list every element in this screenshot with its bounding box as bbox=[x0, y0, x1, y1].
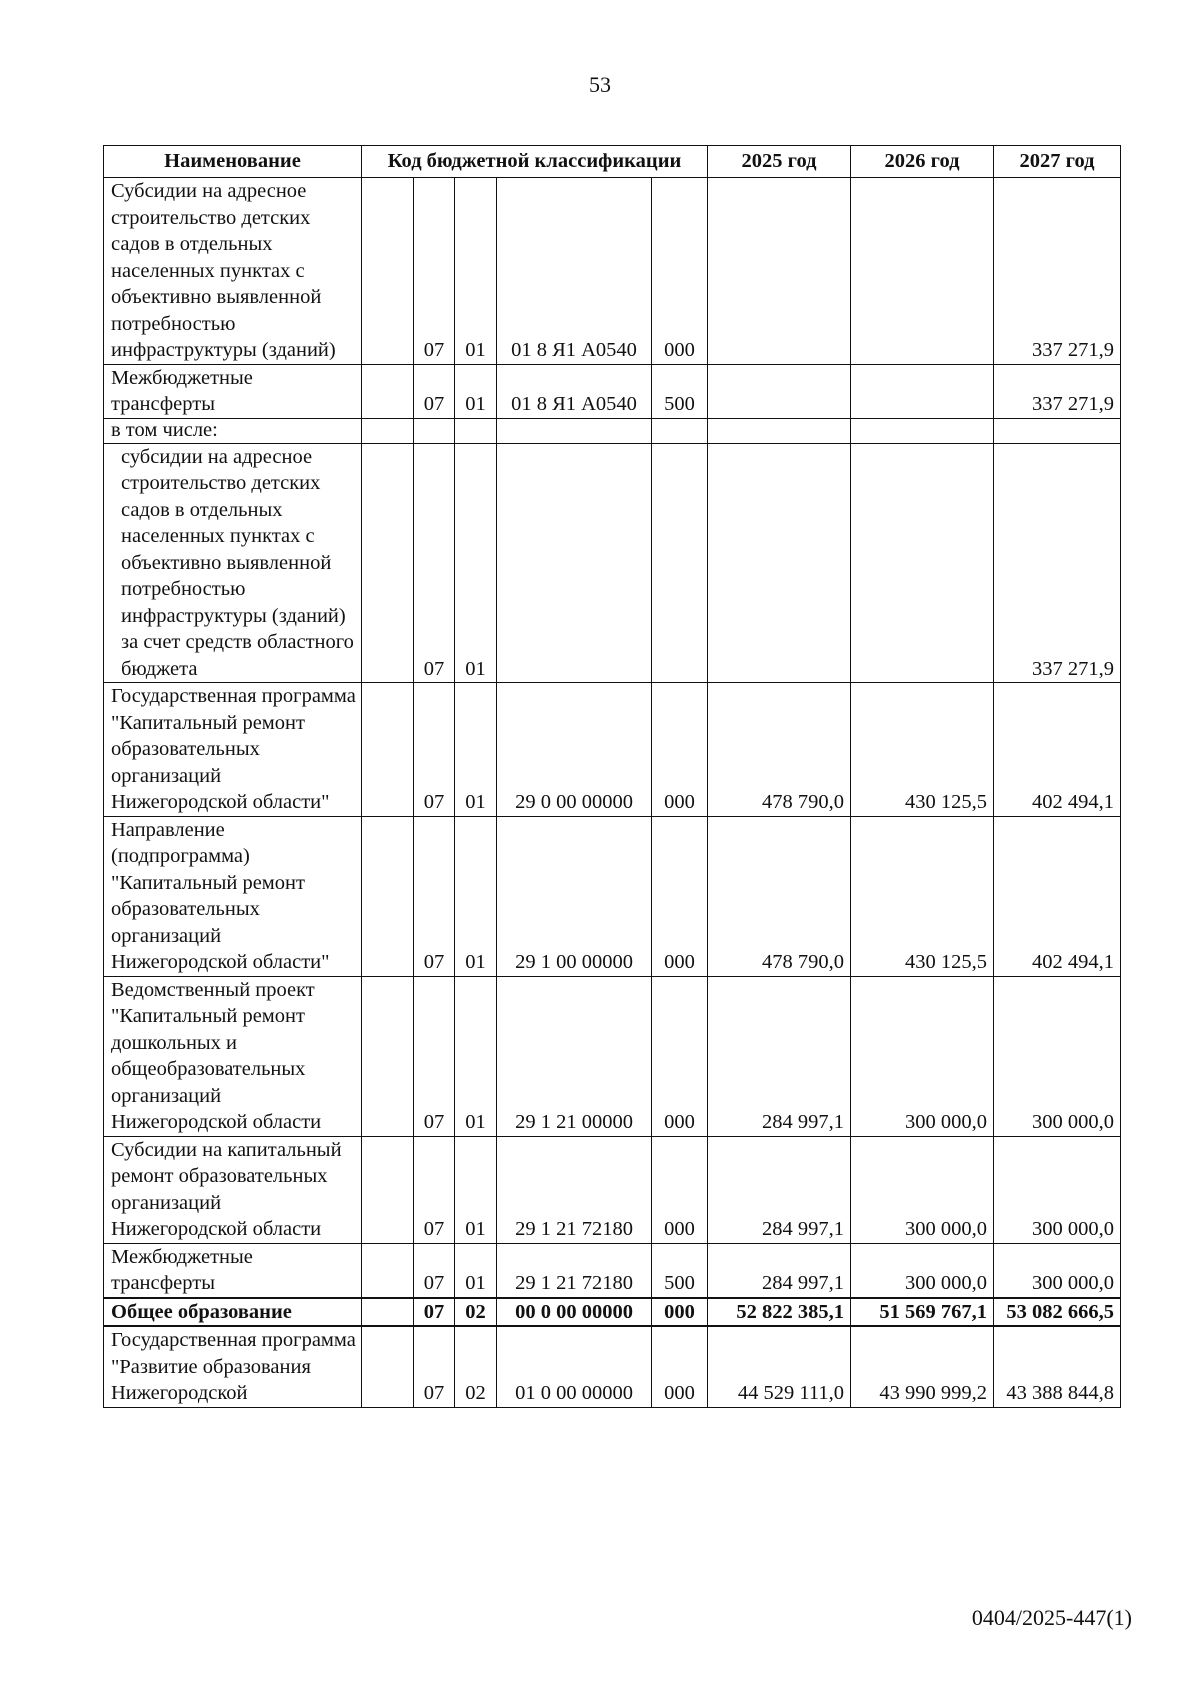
row-code-target: 29 1 21 72180 bbox=[497, 1136, 652, 1243]
row-2027: 402 494,1 bbox=[994, 816, 1121, 976]
row-code-section: 07 bbox=[414, 1326, 455, 1407]
row-2026: 430 125,5 bbox=[851, 816, 994, 976]
row-code-type: 000 bbox=[652, 1136, 708, 1243]
row-code-subsection bbox=[455, 418, 497, 443]
row-code-type: 000 bbox=[652, 1298, 708, 1327]
row-name: в том числе: bbox=[104, 418, 362, 443]
row-2027: 43 388 844,8 bbox=[994, 1326, 1121, 1407]
row-code-subsection: 01 bbox=[455, 178, 497, 365]
table-row bbox=[104, 1243, 1121, 1298]
document-code: 0404/2025-447(1) bbox=[971, 1605, 1132, 1630]
row-code-1 bbox=[362, 976, 414, 1136]
row-code-type bbox=[652, 418, 708, 443]
row-code-target bbox=[497, 418, 652, 443]
row-2027: 402 494,1 bbox=[994, 683, 1121, 817]
row-2027 bbox=[994, 418, 1121, 443]
row-2026: 300 000,0 bbox=[851, 1136, 994, 1243]
row-code-type: 000 bbox=[652, 816, 708, 976]
row-code-type: 000 bbox=[652, 683, 708, 817]
row-code-section: 07 bbox=[414, 976, 455, 1136]
row-code-subsection: 01 bbox=[455, 976, 497, 1136]
row-name: Направление (подпрограмма) "Капитальный ремонт образовательных организаций Нижегородской области" bbox=[104, 816, 362, 976]
header-name: Наименование bbox=[104, 146, 362, 178]
row-2026 bbox=[851, 178, 994, 365]
row-code-section: 07 bbox=[414, 443, 455, 683]
row-code-subsection: 01 bbox=[455, 816, 497, 976]
row-2027: 53 082 666,5 bbox=[994, 1298, 1121, 1327]
row-code-subsection: 02 bbox=[455, 1326, 497, 1407]
row-2025: 284 997,1 bbox=[708, 1136, 851, 1243]
row-name: Государственная программа "Капитальный ремонт образовательных организаций Нижегородской области" bbox=[104, 683, 362, 817]
row-2025 bbox=[708, 418, 851, 443]
row-2026: 300 000,0 bbox=[851, 1243, 994, 1298]
budget-table bbox=[103, 145, 1121, 1408]
row-code-target: 00 0 00 00000 bbox=[497, 1298, 652, 1327]
row-code-1 bbox=[362, 443, 414, 683]
row-2025: 52 822 385,1 bbox=[708, 1298, 851, 1327]
row-code-subsection: 01 bbox=[455, 683, 497, 817]
row-code-section: 07 bbox=[414, 683, 455, 817]
row-2026 bbox=[851, 364, 994, 418]
row-code-target: 29 1 21 00000 bbox=[497, 976, 652, 1136]
row-name: Межбюджетные трансферты bbox=[104, 1243, 362, 1298]
row-code-1 bbox=[362, 178, 414, 365]
table-row bbox=[104, 364, 1121, 418]
header-2025: 2025 год bbox=[708, 146, 851, 178]
table-row bbox=[104, 178, 1121, 365]
row-code-section: 07 bbox=[414, 816, 455, 976]
table-row-section-total bbox=[104, 1298, 1121, 1327]
table-row bbox=[104, 443, 1121, 683]
row-code-section: 07 bbox=[414, 1298, 455, 1327]
row-name: Субсидии на адресное строительство детских садов в отдельных населенных пунктах с объективно выявленной потребностью инфраструктуры (зданий) bbox=[104, 178, 362, 365]
row-code-type: 000 bbox=[652, 178, 708, 365]
row-code-target bbox=[497, 443, 652, 683]
table-row bbox=[104, 816, 1121, 976]
row-2025: 284 997,1 bbox=[708, 1243, 851, 1298]
row-name: Межбюджетные трансферты bbox=[104, 364, 362, 418]
row-2027: 300 000,0 bbox=[994, 1243, 1121, 1298]
row-code-target: 29 0 00 00000 bbox=[497, 683, 652, 817]
row-2026 bbox=[851, 443, 994, 683]
header-code: Код бюджетной классификации bbox=[362, 146, 708, 178]
row-code-section: 07 bbox=[414, 1136, 455, 1243]
row-2027: 337 271,9 bbox=[994, 364, 1121, 418]
table-row bbox=[104, 1136, 1121, 1243]
row-name: Государственная программа "Развитие образования Нижегородской bbox=[104, 1326, 362, 1407]
row-code-type bbox=[652, 443, 708, 683]
row-code-1 bbox=[362, 364, 414, 418]
row-code-1 bbox=[362, 1243, 414, 1298]
row-code-1 bbox=[362, 1298, 414, 1327]
row-code-section: 07 bbox=[414, 1243, 455, 1298]
row-code-subsection: 01 bbox=[455, 1243, 497, 1298]
row-2027: 337 271,9 bbox=[994, 178, 1121, 365]
row-code-target: 29 1 00 00000 bbox=[497, 816, 652, 976]
page-number: 53 bbox=[589, 72, 611, 97]
row-2027: 300 000,0 bbox=[994, 1136, 1121, 1243]
row-name: субсидии на адресное строительство детских садов в отдельных населенных пунктах с объективно выявленной потребностью инфраструктуры (зданий) за счет средств областного бюджета bbox=[104, 443, 362, 683]
row-name: Ведомственный проект "Капитальный ремонт дошкольных и общеобразовательных организаций Нижегородской области bbox=[104, 976, 362, 1136]
row-code-subsection: 01 bbox=[455, 364, 497, 418]
row-code-1 bbox=[362, 683, 414, 817]
table-row bbox=[104, 976, 1121, 1136]
row-code-1 bbox=[362, 816, 414, 976]
row-2027: 337 271,9 bbox=[994, 443, 1121, 683]
row-2025: 478 790,0 bbox=[708, 816, 851, 976]
row-2026: 300 000,0 bbox=[851, 976, 994, 1136]
header-row bbox=[104, 146, 1121, 178]
row-code-target: 29 1 21 72180 bbox=[497, 1243, 652, 1298]
row-code-type: 000 bbox=[652, 1326, 708, 1407]
row-2026: 51 569 767,1 bbox=[851, 1298, 994, 1327]
row-2026 bbox=[851, 418, 994, 443]
row-code-subsection: 01 bbox=[455, 443, 497, 683]
row-code-section: 07 bbox=[414, 178, 455, 365]
row-2025: 478 790,0 bbox=[708, 683, 851, 817]
row-name: Общее образование bbox=[104, 1298, 362, 1327]
header-2026: 2026 год bbox=[851, 146, 994, 178]
row-2025: 44 529 111,0 bbox=[708, 1326, 851, 1407]
row-code-section: 07 bbox=[414, 364, 455, 418]
row-code-target: 01 8 Я1 А0540 bbox=[497, 178, 652, 365]
row-name: Субсидии на капитальный ремонт образовательных организаций Нижегородской области bbox=[104, 1136, 362, 1243]
row-code-type: 500 bbox=[652, 364, 708, 418]
row-code-target: 01 0 00 00000 bbox=[497, 1326, 652, 1407]
table-row bbox=[104, 683, 1121, 817]
row-2026: 43 990 999,2 bbox=[851, 1326, 994, 1407]
row-code-target: 01 8 Я1 А0540 bbox=[497, 364, 652, 418]
row-2025 bbox=[708, 364, 851, 418]
row-code-1 bbox=[362, 418, 414, 443]
table-row bbox=[104, 418, 1121, 443]
row-code-section bbox=[414, 418, 455, 443]
row-2025 bbox=[708, 178, 851, 365]
row-2025: 284 997,1 bbox=[708, 976, 851, 1136]
row-code-1 bbox=[362, 1326, 414, 1407]
row-code-type: 000 bbox=[652, 976, 708, 1136]
row-code-subsection: 02 bbox=[455, 1298, 497, 1327]
row-2025 bbox=[708, 443, 851, 683]
row-2026: 430 125,5 bbox=[851, 683, 994, 817]
row-code-1 bbox=[362, 1136, 414, 1243]
header-2027: 2027 год bbox=[994, 146, 1121, 178]
row-2027: 300 000,0 bbox=[994, 976, 1121, 1136]
row-code-type: 500 bbox=[652, 1243, 708, 1298]
row-code-subsection: 01 bbox=[455, 1136, 497, 1243]
table-row bbox=[104, 1326, 1121, 1407]
